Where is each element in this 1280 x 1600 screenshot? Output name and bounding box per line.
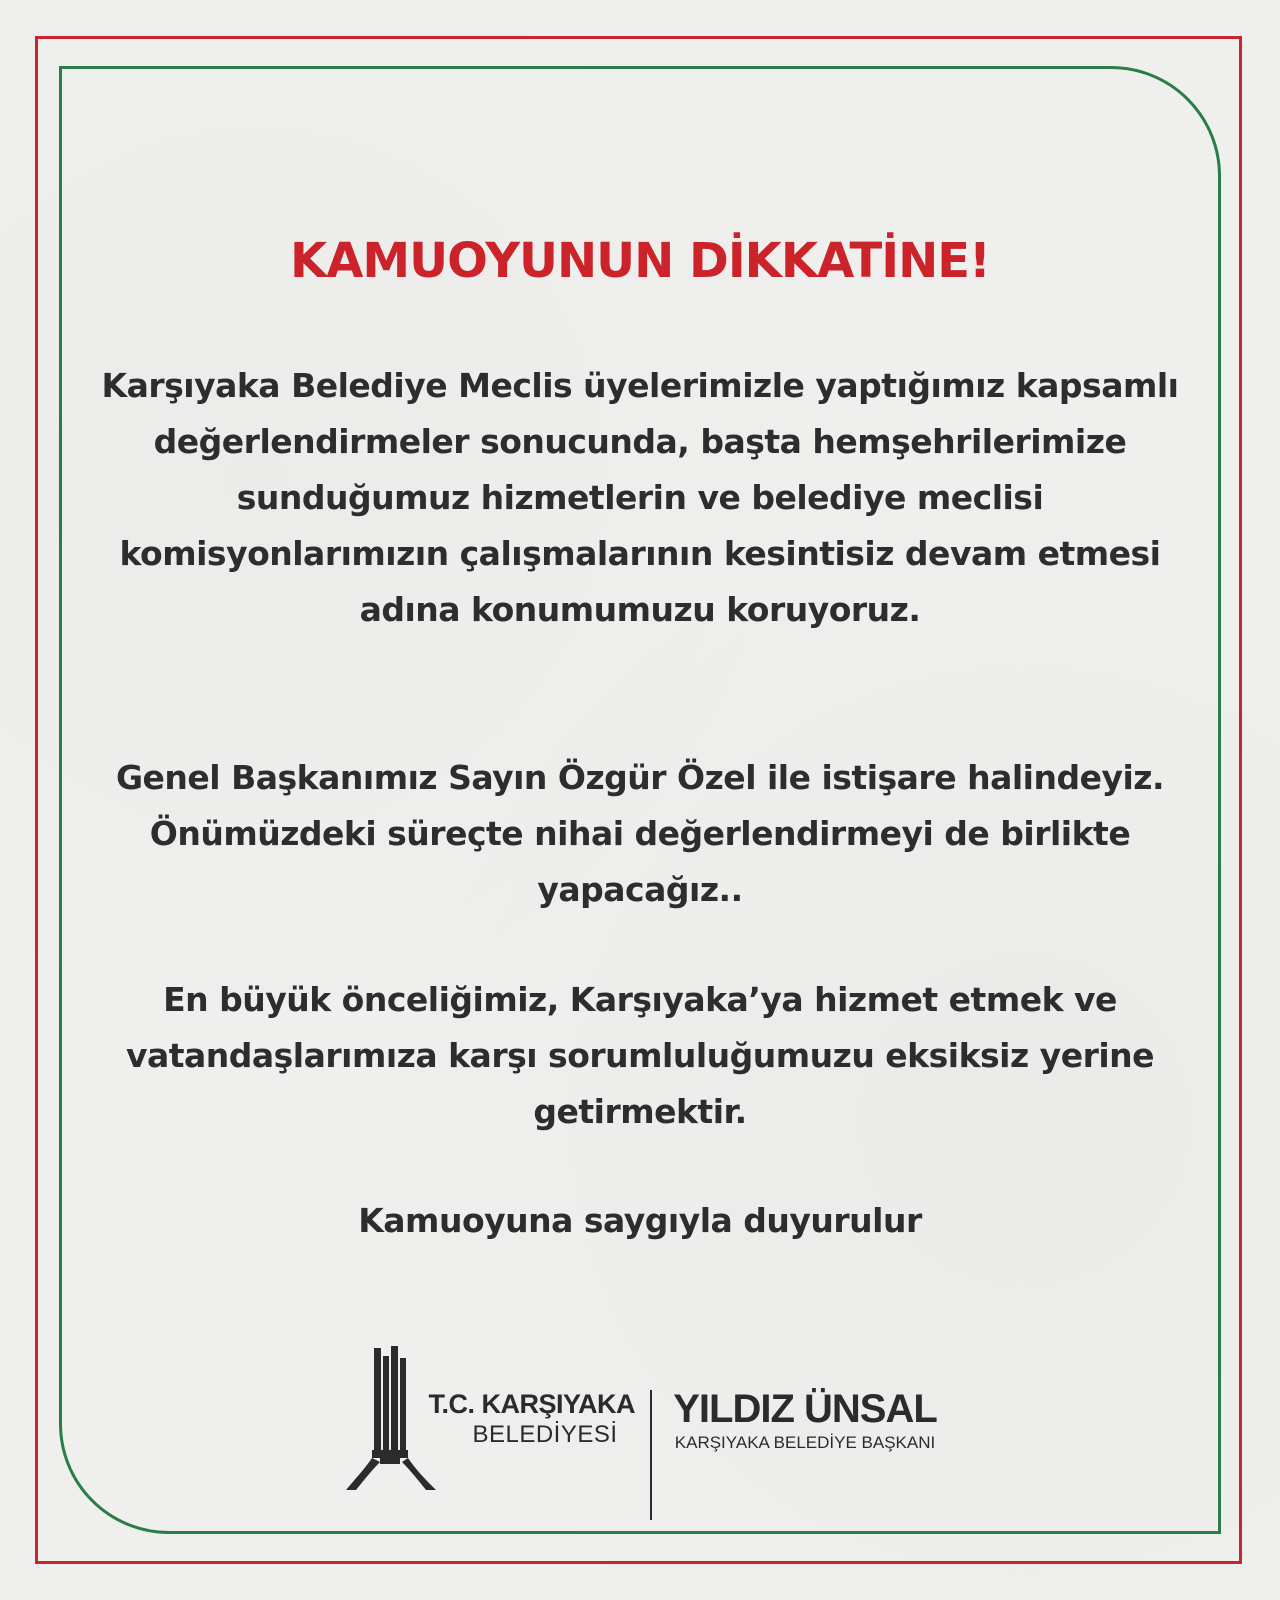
announcement-title: KAMUOYUNUN DİKKATİNE! (290, 233, 990, 289)
paragraph-2: Genel Başkanımız Sayın Özgür Özel ile istişare halindeyiz. Önümüzdeki süreçte nihai değerlendirmeyi de birlikte yapacağız.. (115, 758, 1165, 909)
closing-line: Kamuoyuna saygıyla duyurulur (358, 1201, 922, 1240)
paragraph-1: Karşıyaka Belediye Meclis üyelerimizle yaptığımız kapsamlı değerlendirmeler sonucunda, başta hemşehrilerimize sunduğumuz hizmetlerin ve belediye meclisi komisyonlarımızın çalışmalarının kesintisiz devam etmesi adına konumumuzu koruyoruz. (101, 366, 1179, 629)
municipality-name-line2: BELEDİYESİ (472, 1421, 618, 1448)
paragraph-3: En büyük önceliğimiz, Karşıyaka’ya hizmet etmek ve vatandaşlarımıza karşı sorumluluğumuzu eksiksiz yerine getirmektir. (125, 980, 1155, 1131)
mayor-name: YILDIZ ÜNSAL (673, 1387, 937, 1431)
municipality-name-line1: T.C. KARŞIYAKA (428, 1389, 635, 1419)
mayor-title: KARŞIYAKA BELEDİYE BAŞKANI (674, 1433, 936, 1452)
